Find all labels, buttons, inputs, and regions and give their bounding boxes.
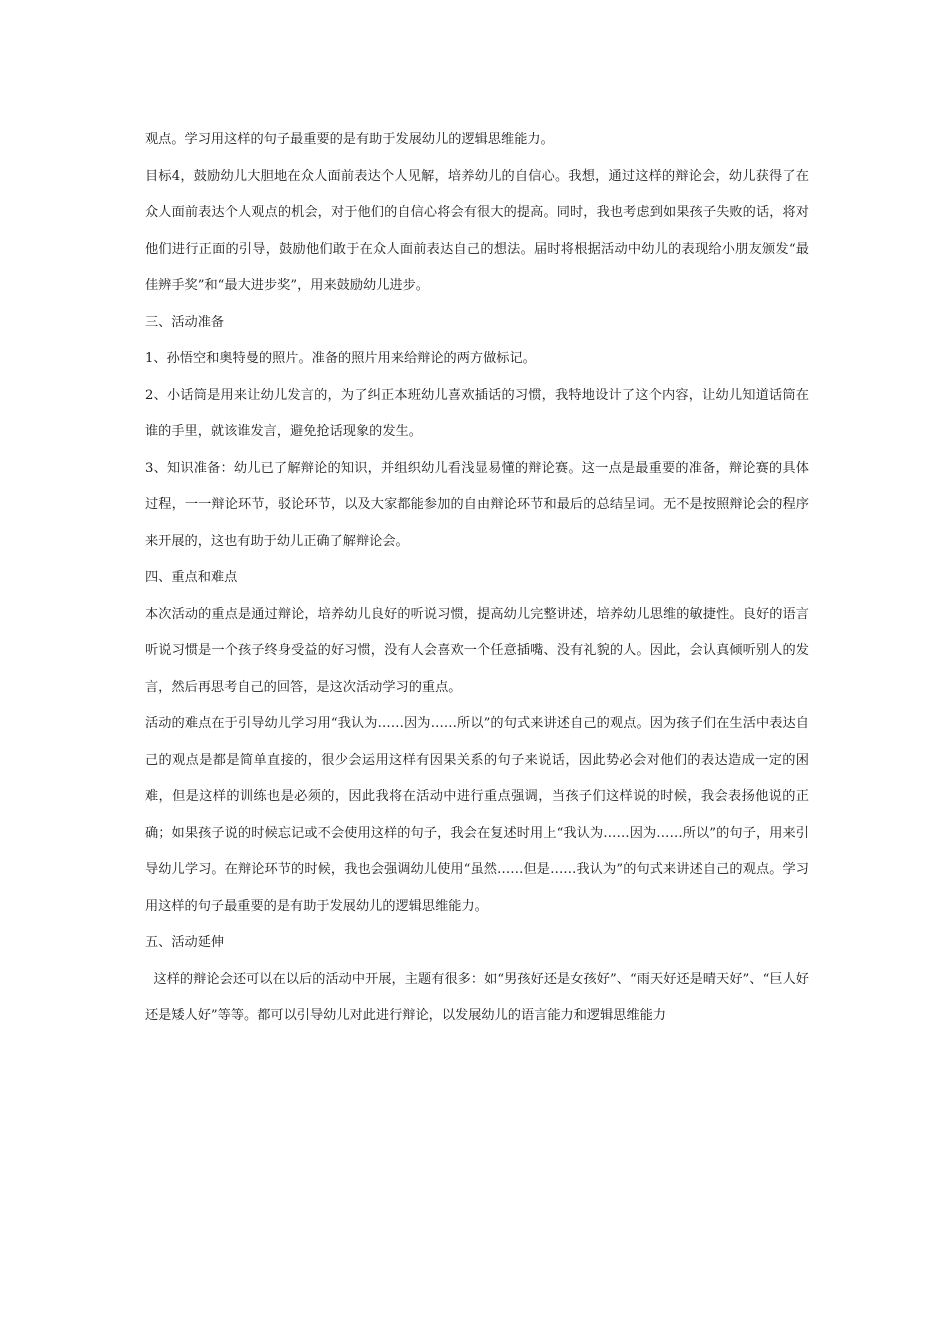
paragraph-prep-3: 3、知识准备：幼儿已了解辩论的知识，并组织幼儿看浅显易懂的辩论赛。这一点是最重要的准备，辩论赛的具体过程，一一辩论环节，驳论环节，以及大家都能参加的自由辩论环节和最后的总结呈词。无不是按照辩论会的程序来开展的，这也有助于幼儿正确了解辩论会。 — [145, 460, 809, 549]
paragraph-goal3-ending: 观点。学习用这样的句子最重要的是有助于发展幼儿的逻辑思维能力。 — [145, 132, 554, 147]
paragraph-key-point: 本次活动的重点是通过辩论，培养幼儿良好的听说习惯，提高幼儿完整讲述，培养幼儿思维的敏捷性。良好的语言听说习惯是一个孩子终身受益的好习惯，没有人会喜欢一个任意插嘴、没有礼貌的人。因此，会认真倾听别人的发言，然后再思考自己的回答，是这次活动学习的重点。 — [145, 606, 809, 695]
paragraph-goal4: 目标4，鼓励幼儿大胆地在众人面前表达个人见解，培养幼儿的自信心。我想，通过这样的辩论会，幼儿获得了在众人面前表达个人观点的机会，对于他们的自信心将会有很大的提高。同时，我也考虑到如果孩子失败的话，将对他们进行正面的引导，鼓励他们敢于在众人面前表达自己的想法。届时将根据活动中幼儿的表现给小朋友颁发“最佳辨手奖”和“最大进步奖”，用来鼓励幼儿进步。 — [145, 168, 809, 293]
paragraph-difficult-point: 活动的难点在于引导幼儿学习用“我认为……因为……所以”的句式来讲述自己的观点。因为孩子们在生活中表达自己的观点是都是简单直接的，很少会运用这样有因果关系的句子来说话，因此势必会对他们的表达造成一定的困难，但是这样的训练也是必须的，因此我将在活动中进行重点强调，当孩子们这样说的时候，我会表扬他说的正确；如果孩子说的时候忘记或不会使用这样的句子，我会在复述时用上“我认为……因为……所以”的句子，用来引导幼儿学习。在辩论环节的时候，我也会强调幼儿使用“虽然……但是……我认为”的句式来讲述自己的观点。学习用这样的句子最重要的是有助于发展幼儿的逻辑思维能力。 — [145, 716, 809, 914]
section-heading-key-points: 四、重点和难点 — [145, 570, 238, 585]
paragraph-extension: 这样的辩论会还可以在以后的活动中开展，主题有很多：如“男孩好还是女孩好”、“雨天好还是晴天好”、“巨人好还是矮人好”等等。都可以引导幼儿对此进行辩论，以发展幼儿的语言能力和逻辑思维能力 — [145, 971, 809, 1023]
section-heading-activity-preparation: 三、活动准备 — [145, 314, 225, 330]
paragraph-prep-1: 1、孙悟空和奥特曼的照片。准备的照片用来给辩论的两方做标记。 — [145, 351, 536, 366]
document-page — [145, 122, 809, 1035]
section-heading-extension: 五、活动延伸 — [145, 935, 225, 950]
paragraph-prep-2: 2、小话筒是用来让幼儿发言的，为了纠正本班幼儿喜欢插话的习惯，我特地设计了这个内容，让幼儿知道话筒在谁的手里，就该谁发言，避免抢话现象的发生。 — [145, 387, 809, 439]
